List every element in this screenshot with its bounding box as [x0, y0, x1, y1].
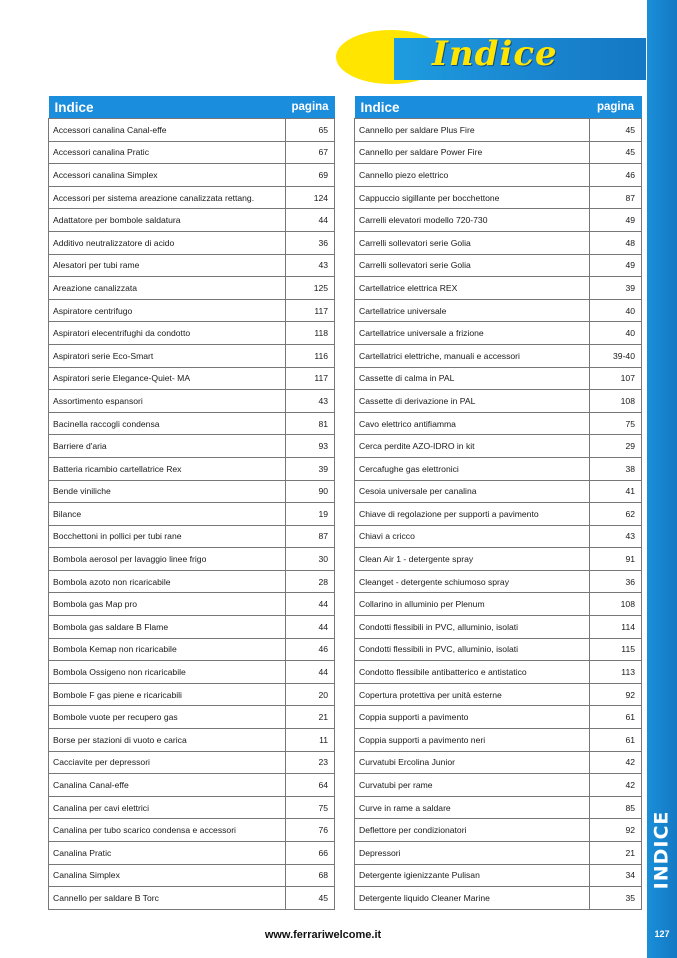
entry-page: 81 — [286, 412, 335, 435]
entry-page: 69 — [286, 164, 335, 187]
page-title: Indice — [432, 34, 558, 74]
table-row — [355, 661, 642, 684]
entry-name: Bombole F gas piene e ricaricabili — [49, 683, 286, 706]
table-row — [355, 299, 642, 322]
table-row — [355, 751, 642, 774]
entry-page: 108 — [590, 593, 642, 616]
table-row — [355, 141, 642, 164]
table-row — [355, 638, 642, 661]
table-row — [355, 277, 642, 300]
table-row — [355, 186, 642, 209]
entry-page: 125 — [286, 277, 335, 300]
entry-name: Deflettore per condizionatori — [355, 819, 590, 842]
entry-name: Clean Air 1 - detergente spray — [355, 548, 590, 571]
column-header-name: Indice — [355, 96, 590, 119]
entry-page: 43 — [286, 254, 335, 277]
entry-name: Chiave di regolazione per supporti a pavimento — [355, 503, 590, 526]
entry-name: Cleanget - detergente schiumoso spray — [355, 570, 590, 593]
entry-name: Borse per stazioni di vuoto e carica — [49, 729, 286, 752]
table-row — [355, 209, 642, 232]
entry-name: Coppia supporti a pavimento neri — [355, 729, 590, 752]
table-row — [355, 367, 642, 390]
entry-name: Bombole vuote per recupero gas — [49, 706, 286, 729]
entry-page: 93 — [286, 435, 335, 458]
table-row — [355, 390, 642, 413]
entry-name: Detergente igienizzante Pulisan — [355, 864, 590, 887]
entry-name: Canalina Canal-effe — [49, 774, 286, 797]
table-row — [49, 729, 335, 752]
entry-page: 19 — [286, 503, 335, 526]
entry-page: 45 — [590, 141, 642, 164]
entry-name: Canalina Pratic — [49, 842, 286, 865]
table-row — [355, 796, 642, 819]
table-row — [355, 548, 642, 571]
entry-name: Bombola gas Map pro — [49, 593, 286, 616]
entry-page: 65 — [286, 119, 335, 142]
entry-name: Accessori per sistema areazione canalizzata rettang. — [49, 186, 286, 209]
table-row — [355, 706, 642, 729]
table-row — [49, 367, 335, 390]
entry-page: 42 — [590, 751, 642, 774]
entry-page: 62 — [590, 503, 642, 526]
table-row — [355, 119, 642, 142]
table-row — [49, 390, 335, 413]
table-row — [355, 570, 642, 593]
entry-name: Accessori canalina Simplex — [49, 164, 286, 187]
entry-page: 36 — [590, 570, 642, 593]
table-row — [355, 593, 642, 616]
entry-page: 64 — [286, 774, 335, 797]
entry-name: Carrelli sollevatori serie Golia — [355, 254, 590, 277]
entry-page: 44 — [286, 661, 335, 684]
entry-name: Cartellatrice elettrica REX — [355, 277, 590, 300]
table-row — [49, 842, 335, 865]
entry-name: Coppia supporti a pavimento — [355, 706, 590, 729]
entry-page: 28 — [286, 570, 335, 593]
entry-page: 39 — [590, 277, 642, 300]
page-title-banner — [336, 26, 646, 88]
entry-name: Cesoia universale per canalina — [355, 480, 590, 503]
entry-name: Chiavi a cricco — [355, 525, 590, 548]
entry-name: Depressori — [355, 842, 590, 865]
table-row — [355, 864, 642, 887]
table-row — [355, 435, 642, 458]
entry-page: 23 — [286, 751, 335, 774]
entry-name: Cacciavite per depressori — [49, 751, 286, 774]
index-table-right — [354, 96, 642, 910]
entry-name: Condotti flessibili in PVC, alluminio, isolati — [355, 616, 590, 639]
table-row — [49, 344, 335, 367]
entry-name: Cannello per saldare Power Fire — [355, 141, 590, 164]
entry-page: 90 — [286, 480, 335, 503]
entry-page: 107 — [590, 367, 642, 390]
table-row — [355, 457, 642, 480]
entry-name: Canalina per cavi elettrici — [49, 796, 286, 819]
entry-name: Aspiratori serie Eco-Smart — [49, 344, 286, 367]
table-row — [49, 774, 335, 797]
table-row — [355, 164, 642, 187]
table-row — [49, 503, 335, 526]
entry-name: Aspiratori serie Elegance-Quiet- MA — [49, 367, 286, 390]
entry-page: 43 — [286, 390, 335, 413]
table-row — [49, 457, 335, 480]
entry-page: 87 — [286, 525, 335, 548]
entry-page: 49 — [590, 209, 642, 232]
table-row — [355, 525, 642, 548]
table-row — [49, 819, 335, 842]
entry-page: 117 — [286, 367, 335, 390]
entry-page: 49 — [590, 254, 642, 277]
entry-name: Areazione canalizzata — [49, 277, 286, 300]
entry-page: 68 — [286, 864, 335, 887]
entry-name: Cerca perdite AZO-IDRO in kit — [355, 435, 590, 458]
table-row — [355, 683, 642, 706]
table-row — [355, 344, 642, 367]
entry-page: 87 — [590, 186, 642, 209]
entry-name: Bende viniliche — [49, 480, 286, 503]
entry-name: Additivo neutralizzatore di acido — [49, 231, 286, 254]
table-row — [355, 322, 642, 345]
entry-page: 35 — [590, 887, 642, 910]
entry-page: 21 — [590, 842, 642, 865]
entry-page: 75 — [590, 412, 642, 435]
table-row — [49, 796, 335, 819]
entry-name: Bombola Ossigeno non ricaricabile — [49, 661, 286, 684]
entry-name: Carrelli elevatori modello 720-730 — [355, 209, 590, 232]
table-row — [49, 412, 335, 435]
entry-page: 38 — [590, 457, 642, 480]
entry-name: Cercafughe gas elettronici — [355, 457, 590, 480]
column-header-page: pagina — [286, 96, 335, 119]
table-row — [49, 570, 335, 593]
table-row — [355, 503, 642, 526]
entry-name: Cartellatrice universale a frizione — [355, 322, 590, 345]
table-header-row — [49, 96, 335, 119]
table-row — [355, 616, 642, 639]
entry-name: Condotti flessibili in PVC, alluminio, isolati — [355, 638, 590, 661]
column-header-page: pagina — [590, 96, 642, 119]
side-tab-label: INDICE — [650, 810, 673, 890]
table-row — [355, 480, 642, 503]
entry-name: Carrelli sollevatori serie Golia — [355, 231, 590, 254]
entry-page: 40 — [590, 299, 642, 322]
table-row — [49, 254, 335, 277]
table-row — [355, 842, 642, 865]
table-row — [49, 616, 335, 639]
entry-page: 39 — [286, 457, 335, 480]
table-row — [355, 412, 642, 435]
entry-name: Accessori canalina Canal-effe — [49, 119, 286, 142]
entry-page: 30 — [286, 548, 335, 571]
entry-name: Curvatubi Ercolina Junior — [355, 751, 590, 774]
entry-name: Cappuccio sigillante per bocchettone — [355, 186, 590, 209]
entry-page: 34 — [590, 864, 642, 887]
entry-name: Cannello per saldare B Torc — [49, 887, 286, 910]
entry-page: 44 — [286, 593, 335, 616]
table-row — [49, 683, 335, 706]
table-row — [49, 435, 335, 458]
table-row — [49, 706, 335, 729]
table-row — [355, 729, 642, 752]
entry-page: 36 — [286, 231, 335, 254]
entry-name: Bacinella raccogli condensa — [49, 412, 286, 435]
entry-page: 29 — [590, 435, 642, 458]
entry-page: 43 — [590, 525, 642, 548]
entry-page: 76 — [286, 819, 335, 842]
entry-name: Alesatori per tubi rame — [49, 254, 286, 277]
table-row — [49, 231, 335, 254]
entry-page: 117 — [286, 299, 335, 322]
table-row — [49, 322, 335, 345]
page-number: 127 — [654, 929, 670, 939]
table-row — [49, 119, 335, 142]
table-row — [355, 231, 642, 254]
table-row — [49, 864, 335, 887]
entry-name: Cartellatrici elettriche, manuali e accessori — [355, 344, 590, 367]
table-row — [49, 548, 335, 571]
table-header-row — [355, 96, 642, 119]
entry-name: Curve in rame a saldare — [355, 796, 590, 819]
table-row — [49, 164, 335, 187]
entry-name: Aspiratori elecentrifughi da condotto — [49, 322, 286, 345]
entry-name: Cannello piezo elettrico — [355, 164, 590, 187]
entry-page: 114 — [590, 616, 642, 639]
table-row — [49, 887, 335, 910]
entry-page: 45 — [590, 119, 642, 142]
entry-page: 85 — [590, 796, 642, 819]
table-row — [49, 277, 335, 300]
table-row — [355, 254, 642, 277]
entry-page: 20 — [286, 683, 335, 706]
index-table-left — [48, 96, 335, 910]
entry-page: 46 — [590, 164, 642, 187]
entry-name: Copertura protettiva per unità esterne — [355, 683, 590, 706]
table-row — [355, 774, 642, 797]
table-row — [355, 819, 642, 842]
entry-page: 48 — [590, 231, 642, 254]
entry-name: Barriere d'aria — [49, 435, 286, 458]
table-row — [49, 638, 335, 661]
entry-name: Cavo elettrico antifiamma — [355, 412, 590, 435]
entry-name: Cartellatrice universale — [355, 299, 590, 322]
entry-name: Batteria ricambio cartellatrice Rex — [49, 457, 286, 480]
entry-page: 92 — [590, 819, 642, 842]
table-row — [49, 186, 335, 209]
entry-name: Cassette di calma in PAL — [355, 367, 590, 390]
table-row — [49, 209, 335, 232]
entry-page: 46 — [286, 638, 335, 661]
entry-name: Bombola gas saldare B Flame — [49, 616, 286, 639]
entry-page: 44 — [286, 209, 335, 232]
entry-page: 41 — [590, 480, 642, 503]
entry-name: Accessori canalina Pratic — [49, 141, 286, 164]
entry-page: 124 — [286, 186, 335, 209]
entry-page: 116 — [286, 344, 335, 367]
entry-page: 44 — [286, 616, 335, 639]
entry-name: Curvatubi per rame — [355, 774, 590, 797]
entry-page: 45 — [286, 887, 335, 910]
entry-name: Canalina Simplex — [49, 864, 286, 887]
entry-name: Assortimento espansori — [49, 390, 286, 413]
entry-page: 61 — [590, 706, 642, 729]
entry-name: Cassette di derivazione in PAL — [355, 390, 590, 413]
table-row — [49, 661, 335, 684]
entry-name: Canalina per tubo scarico condensa e accessori — [49, 819, 286, 842]
entry-page: 61 — [590, 729, 642, 752]
footer-website-link[interactable]: www.ferrariwelcome.it — [264, 929, 382, 941]
entry-page: 21 — [286, 706, 335, 729]
entry-name: Detergente liquido Cleaner Marine — [355, 887, 590, 910]
table-row — [49, 141, 335, 164]
entry-name: Collarino in alluminio per Plenum — [355, 593, 590, 616]
entry-page: 66 — [286, 842, 335, 865]
column-header-name: Indice — [49, 96, 286, 119]
table-row — [355, 887, 642, 910]
entry-page: 75 — [286, 796, 335, 819]
entry-name: Bombola aerosol per lavaggio linee frigo — [49, 548, 286, 571]
table-row — [49, 751, 335, 774]
entry-page: 11 — [286, 729, 335, 752]
entry-page: 115 — [590, 638, 642, 661]
entry-name: Bilance — [49, 503, 286, 526]
entry-page: 67 — [286, 141, 335, 164]
entry-name: Bombola azoto non ricaricabile — [49, 570, 286, 593]
table-row — [49, 480, 335, 503]
entry-page: 40 — [590, 322, 642, 345]
entry-page: 108 — [590, 390, 642, 413]
entry-name: Condotto flessibile antibatterico e antistatico — [355, 661, 590, 684]
entry-page: 92 — [590, 683, 642, 706]
entry-name: Bocchettoni in pollici per tubi rane — [49, 525, 286, 548]
entry-page: 118 — [286, 322, 335, 345]
entry-name: Adattatore per bombole saldatura — [49, 209, 286, 232]
entry-page: 91 — [590, 548, 642, 571]
entry-page: 42 — [590, 774, 642, 797]
entry-name: Cannello per saldare Plus Fire — [355, 119, 590, 142]
entry-page: 113 — [590, 661, 642, 684]
table-row — [49, 593, 335, 616]
table-row — [49, 299, 335, 322]
entry-name: Bombola Kemap non ricaricabile — [49, 638, 286, 661]
table-row — [49, 525, 335, 548]
entry-name: Aspiratore centrifugo — [49, 299, 286, 322]
entry-page: 39-40 — [590, 344, 642, 367]
